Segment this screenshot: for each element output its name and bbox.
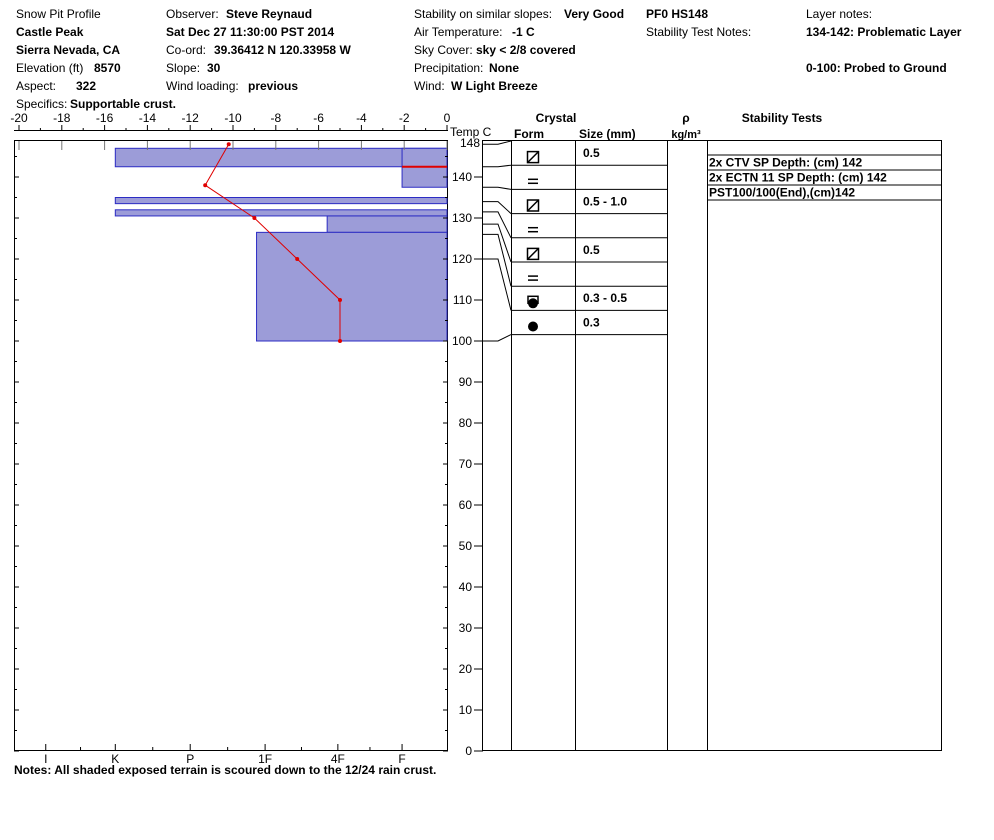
hardness-layer-0 — [115, 148, 447, 166]
specifics-value: Supportable crust. — [70, 97, 177, 111]
temp-tick-label: -4 — [356, 111, 367, 125]
height-tick-label: 70 — [458, 457, 472, 471]
temperature-point-3 — [295, 257, 299, 261]
temperature-point-1 — [203, 183, 207, 187]
height-tick-label: 40 — [458, 580, 472, 594]
stability-test-entry: PST100/100(End),(cm)142 — [709, 185, 856, 200]
height-tick-label: 60 — [458, 498, 472, 512]
stability-test-entry: 2x CTV SP Depth: (cm) 142 — [709, 155, 863, 170]
density-column-header: ρ — [682, 111, 690, 125]
size-column-header: Size (mm) — [579, 127, 636, 141]
layer-note-2: 0-100: Probed to Ground — [806, 61, 947, 75]
crystal-form-icon — [528, 296, 538, 308]
crystal-form-icon — [528, 276, 538, 280]
layer-table-frame — [483, 141, 942, 751]
coord-label: Co-ord: — [166, 43, 207, 57]
crystal-form-icon — [528, 248, 539, 259]
hardness-tick-label: 4F — [330, 752, 345, 766]
profile-title: Snow Pit Profile — [16, 7, 101, 21]
elevation-label: Elevation (ft) — [16, 61, 84, 75]
form-column-header: Form — [514, 127, 544, 141]
crystal-column-header: Crystal — [535, 111, 577, 125]
layer-notes-label: Layer notes: — [806, 7, 873, 21]
temperature-point-4 — [338, 298, 342, 302]
temperature-point-5 — [338, 339, 342, 343]
precip-value: None — [489, 61, 519, 75]
notes: Notes: All shaded exposed terrain is scoured down to the 12/24 rain crust. — [14, 763, 437, 777]
aspect-value: 322 — [76, 79, 97, 93]
temp-tick-label: -10 — [224, 111, 242, 125]
layer-connector — [483, 141, 511, 144]
grain-size: 0.3 — [583, 315, 600, 330]
height-tick-label: 30 — [458, 621, 472, 635]
wind-label: Wind: — [414, 79, 445, 93]
hardness-tick-label: 1F — [258, 752, 273, 766]
hardness-layer-5 — [257, 232, 447, 341]
coord-value: 39.36412 N 120.33958 W — [214, 43, 351, 57]
crystal-form-icon — [528, 228, 538, 232]
temp-tick-label: -18 — [53, 111, 71, 125]
height-tick-label: 10 — [458, 703, 472, 717]
grain-size: 0.5 — [583, 146, 600, 160]
observer-value: Steve Reynaud — [226, 7, 313, 21]
temp-tick-label: -16 — [95, 111, 114, 125]
crystal-form-icon — [528, 152, 539, 163]
air-temp-label: Air Temperature: — [414, 25, 503, 39]
crystal-form-icon — [528, 179, 538, 183]
temp-tick-label: -12 — [181, 111, 199, 125]
height-tick-label: 110 — [452, 293, 472, 307]
precip-label: Precipitation: — [414, 61, 484, 75]
height-top-label: 148 — [460, 136, 481, 150]
slope-value: 30 — [207, 61, 221, 75]
slope-label: Slope: — [166, 61, 201, 75]
temp-axis-label: Temp C — [450, 125, 492, 139]
stability-test-notes-label: Stability Test Notes: — [646, 25, 752, 39]
datetime: Sat Dec 27 11:30:00 PST 2014 — [166, 25, 335, 39]
height-tick-label: 90 — [458, 375, 472, 389]
air-temp-value: -1 C — [512, 25, 535, 39]
hardness-layer-4 — [327, 216, 447, 232]
elevation-value: 8570 — [94, 61, 121, 75]
hardness-tick-label: I — [44, 752, 48, 766]
grain-size: 0.5 — [583, 242, 600, 257]
observer-label: Observer: — [166, 7, 219, 21]
layer-connector — [483, 187, 511, 189]
wind-loading-label: Wind loading: — [166, 79, 239, 93]
height-tick-label: 80 — [458, 416, 472, 430]
hardness-layer-2 — [115, 198, 447, 204]
density-unit-header: kg/m³ — [671, 129, 701, 141]
layer-note-1: 134-142: Problematic Layer — [806, 25, 962, 39]
aspect-label: Aspect: — [16, 79, 57, 93]
height-tick-label: 140 — [451, 170, 472, 184]
crystal-form-icon — [528, 200, 539, 211]
height-tick-label: 120 — [451, 252, 472, 266]
temp-tick-label: -2 — [398, 111, 410, 125]
height-tick-label: 50 — [458, 539, 472, 553]
hardness-layer-1 — [402, 148, 447, 187]
stability-tests-header: Stability Tests — [741, 111, 823, 125]
layer-connector — [483, 165, 511, 167]
height-tick-label: 100 — [451, 334, 472, 348]
hardness-layer-3 — [115, 210, 447, 216]
temperature-point-2 — [252, 216, 256, 220]
grain-size: 0.3 - 0.5 — [583, 291, 628, 306]
wind-value: W Light Breeze — [451, 79, 538, 93]
stability-value: Very Good — [564, 7, 625, 21]
height-tick-label: 0 — [465, 744, 472, 758]
wind-loading-value: previous — [248, 79, 299, 93]
temp-tick-label: -6 — [313, 111, 324, 125]
grain-size: 0.5 - 1.0 — [583, 194, 628, 209]
stability-test-entry: 2x ECTN 11 SP Depth: (cm) 142 — [709, 170, 887, 185]
sky-value: sky < 2/8 covered — [476, 43, 576, 57]
sky-label: Sky Cover: — [414, 43, 473, 57]
pf-hs: PF0 HS148 — [646, 7, 709, 21]
hardness-tick-label: F — [398, 752, 406, 766]
temp-tick-label: 0 — [443, 111, 451, 125]
layer-connector — [483, 259, 511, 310]
crystal-form-icon — [528, 322, 538, 332]
temp-tick-label: -20 — [10, 111, 28, 125]
layer-connector — [483, 335, 511, 341]
temp-tick-label: -14 — [138, 111, 157, 125]
specifics-label: Specifics: — [16, 97, 68, 111]
height-tick-label: 20 — [458, 662, 472, 676]
layer-connector — [483, 234, 511, 286]
location: Castle Peak — [16, 25, 84, 39]
temp-tick-label: -8 — [270, 111, 282, 125]
height-tick-label: 130 — [451, 211, 472, 225]
hardness-tick-label: K — [111, 752, 120, 766]
stability-label: Stability on similar slopes: — [414, 7, 553, 21]
hardness-tick-label: P — [186, 752, 195, 766]
temperature-point-0 — [227, 142, 231, 146]
region: Sierra Nevada, CA — [16, 43, 121, 57]
